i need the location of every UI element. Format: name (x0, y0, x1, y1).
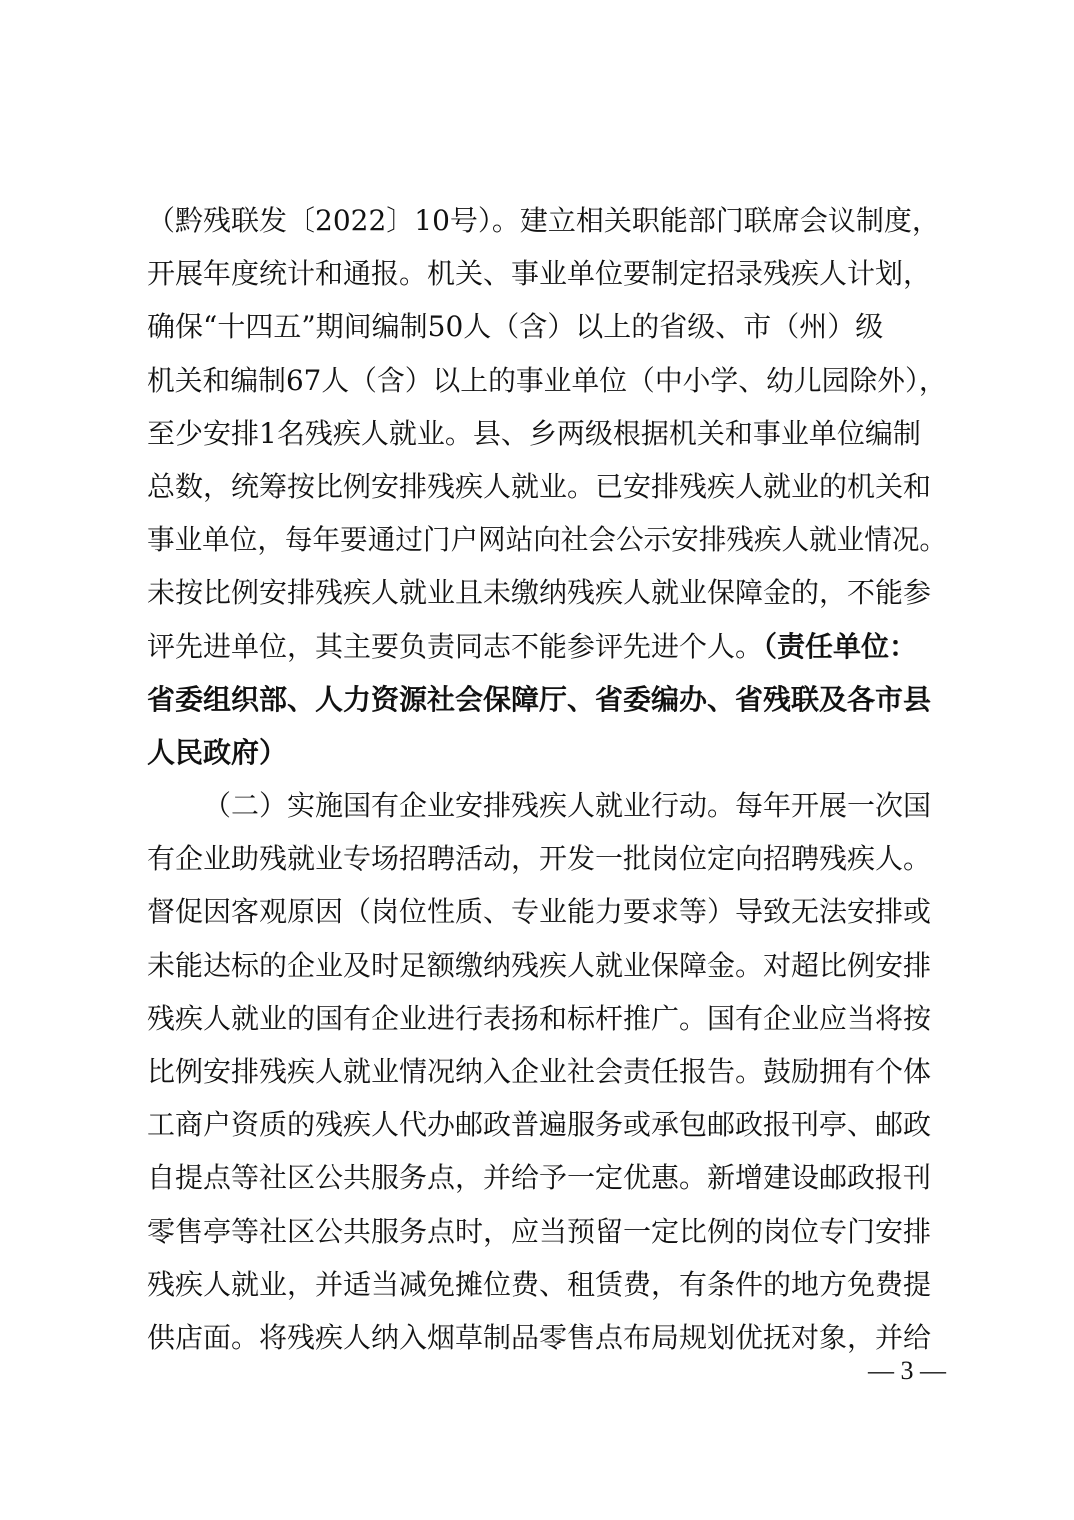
text-line: 供店面。将残疾人纳入烟草制品零售点布局规划优抚对象，并给 (147, 1320, 932, 1354)
text-line: 有企业助残就业专场招聘活动，开发一批岗位定向招聘残疾人。 (147, 842, 932, 876)
text-line: 零售亭等社区公共服务点时，应当预留一定比例的岗位专门安排 (147, 1214, 932, 1248)
text-line: 自提点等社区公共服务点，并给予一定优惠。新增建设邮政报刊 (147, 1161, 932, 1195)
text-line: 工商户资质的残疾人代办邮政普遍服务或承包邮政报刊亭、邮政 (147, 1108, 932, 1142)
section-heading-line: （二）实施国有企业安排残疾人就业行动。每年开展一次国 (203, 789, 932, 823)
text-line: （黔残联发〔2022〕10号）。建立相关职能部门联席会议制度， (147, 204, 940, 237)
text-line: 机关和编制67人（含）以上的事业单位（中小学、幼儿园除外）， (147, 363, 947, 397)
responsibility-units: 人民政府） (147, 735, 288, 769)
text-line: 至少安排1名残疾人就业。县、乡两级根据机关和事业单位编制 (147, 416, 921, 450)
text-line: 督促因客观原因（岗位性质、专业能力要求等）导致无法安排或 (147, 895, 932, 929)
responsibility-label: （责任单位： (763, 629, 918, 663)
text-line: 未按比例安排残疾人就业且未缴纳残疾人就业保障金的，不能参 (147, 576, 932, 610)
text-line: 总数，统筹按比例安排残疾人就业。已安排残疾人就业的机关和 (147, 469, 932, 503)
responsibility-units: 省委组织部、人力资源社会保障厅、省委编办、省残联及各市县 (147, 682, 932, 716)
page-number: — 3 — (868, 1356, 946, 1385)
text-line: 开展年度统计和通报。机关、事业单位要制定招录残疾人计划， (147, 257, 932, 291)
text-line: 残疾人就业的国有企业进行表扬和标杆推广。国有企业应当将按 (147, 1001, 932, 1035)
text-line: 比例安排残疾人就业情况纳入企业社会责任报告。鼓励拥有个体 (147, 1055, 932, 1088)
text-line: 事业单位，每年要通过门户网站向社会公示安排残疾人就业情况。 (147, 523, 948, 557)
text-segment: 评先进单位，其主要负责同志不能参评先进个人。 (147, 629, 764, 663)
text-line: 确保“十四五”期间编制50人（含）以上的省级、市（州）级 (147, 310, 884, 344)
body-text (147, 194, 947, 1364)
text-line: 残疾人就业，并适当减免摊位费、租赁费，有条件的地方免费提 (147, 1267, 932, 1301)
text-line: 未能达标的企业及时足额缴纳残疾人就业保障金。对超比例安排 (147, 948, 932, 982)
text-line (147, 620, 947, 673)
